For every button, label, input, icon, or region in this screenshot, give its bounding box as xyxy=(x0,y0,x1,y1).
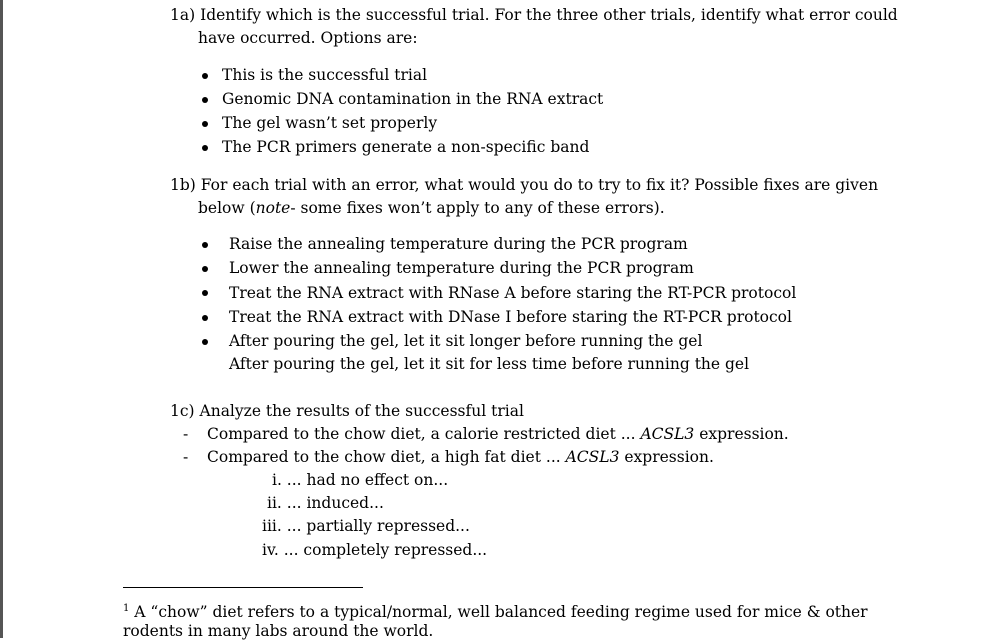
q1c-choice: iii. ... partially repressed... xyxy=(262,517,470,535)
footnote-line1: $^1$ A “chow” diet refers to a typical/normal, well balanced feeding regime used for mice & other xyxy=(123,603,868,622)
q1b-fix: Raise the annealing temperature during the PCR program xyxy=(229,235,688,253)
q1b-prompt-line2: below (note- some fixes won’t apply to any of these errors). xyxy=(198,199,665,217)
q1c-choice: ii. ... induced... xyxy=(267,494,384,512)
dash-marker: - xyxy=(183,448,189,466)
q1b-fix: Lower the annealing temperature during the PCR program xyxy=(229,259,694,277)
q1a-option: The PCR primers generate a non-specific band xyxy=(222,138,590,156)
bullet-icon xyxy=(202,97,208,103)
q1b-fix: After pouring the gel, let it sit for less time before running the gel xyxy=(229,355,750,373)
q1a-option: Genomic DNA contamination in the RNA extract xyxy=(222,90,604,108)
q1c-choice: i. ... had no effect on... xyxy=(272,471,449,489)
q1c-title: 1c) Analyze the results of the successful trial xyxy=(170,402,524,420)
footnote-divider xyxy=(123,587,363,588)
q1a-option: The gel wasn’t set properly xyxy=(222,114,438,132)
bullet-icon xyxy=(202,290,208,296)
gene-name: ACSL3 xyxy=(565,448,620,466)
q1b-fix: Treat the RNA extract with DNase I before staring the RT-PCR protocol xyxy=(229,308,792,326)
q1b-fix: Treat the RNA extract with RNase A before staring the RT-PCR protocol xyxy=(229,284,797,302)
q1c-item: Compared to the chow diet, a high fat diet ... ACSL3 expression. xyxy=(207,448,714,466)
q1b-fix: After pouring the gel, let it sit longer before running the gel xyxy=(229,332,703,350)
bullet-icon xyxy=(202,339,208,345)
q1c-item: Compared to the chow diet, a calorie restricted diet ... ACSL3 expression. xyxy=(207,425,789,443)
dash-marker: - xyxy=(183,425,189,443)
bullet-icon xyxy=(202,73,208,79)
q1c-choice: iv. ... completely repressed... xyxy=(262,541,488,559)
bullet-icon xyxy=(202,121,208,127)
footnote-line2: rodents in many labs around the world. xyxy=(123,622,434,640)
bullet-icon xyxy=(202,266,208,272)
q1a-prompt-line2: have occurred. Options are: xyxy=(198,29,418,47)
q1b-prompt-line1: 1b) For each trial with an error, what would you do to try to fix it? Possible fixes are given xyxy=(170,176,879,194)
bullet-icon xyxy=(202,242,208,248)
q1a-option: This is the successful trial xyxy=(222,66,428,84)
q1a-prompt-line1: 1a) Identify which is the successful trial. For the three other trials, identify what error could xyxy=(170,6,898,24)
gene-name: ACSL3 xyxy=(640,425,695,443)
bullet-icon xyxy=(202,315,208,321)
left-edge-border xyxy=(0,0,3,638)
note-label: note xyxy=(255,199,291,217)
bullet-icon xyxy=(202,145,208,151)
footnote-marker: 1 xyxy=(123,603,130,614)
